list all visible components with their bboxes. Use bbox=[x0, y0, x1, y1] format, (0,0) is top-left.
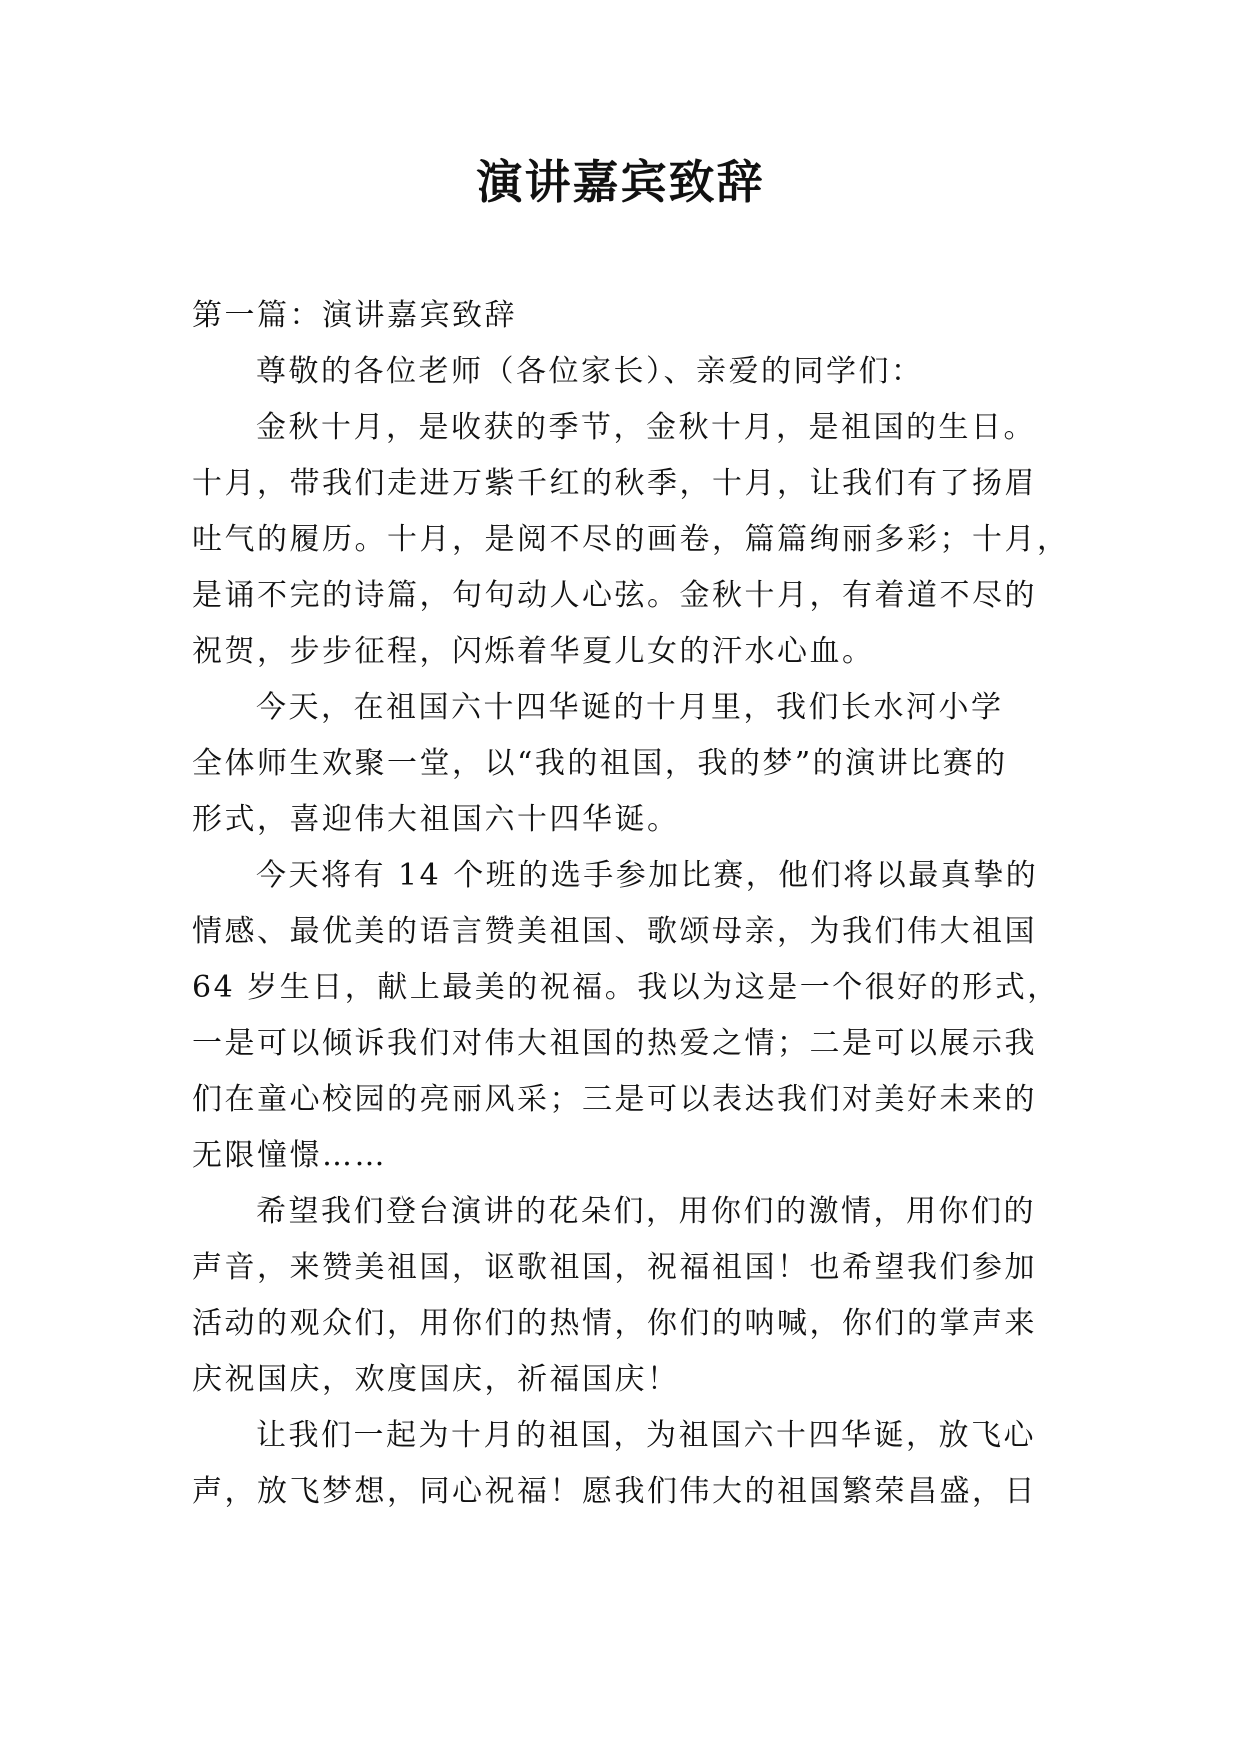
paragraph-line: 无限憧憬…… bbox=[192, 1138, 387, 1173]
section-heading: 第一篇：演讲嘉宾致辞 bbox=[192, 298, 517, 333]
paragraph-line: 全体师生欢聚一堂，以“我的祖国，我的梦”的演讲比赛的 bbox=[192, 746, 1008, 781]
document-body bbox=[192, 288, 1072, 1520]
paragraph-line: 活动的观众们，用你们的热情，你们的呐喊，你们的掌声来 bbox=[192, 1306, 1037, 1341]
paragraph-line: 吐气的履历。十月，是阅不尽的画卷，篇篇绚丽多彩；十月， bbox=[192, 522, 1070, 557]
salutation: 尊敬的各位老师（各位家长）、亲爱的同学们： bbox=[256, 354, 924, 389]
paragraph-line: 情感、最优美的语言赞美祖国、歌颂母亲，为我们伟大祖国 bbox=[192, 914, 1037, 949]
paragraph-line: 庆祝国庆，欢度国庆，祈福国庆！ bbox=[192, 1362, 680, 1397]
paragraph-line: 形式，喜迎伟大祖国六十四华诞。 bbox=[192, 802, 680, 837]
paragraph-line: 今天，在祖国六十四华诞的十月里，我们长水河小学 bbox=[256, 690, 1004, 725]
paragraph-line: 希望我们登台演讲的花朵们，用你们的激情，用你们的 bbox=[256, 1194, 1036, 1229]
paragraph-line: 64 岁生日，献上最美的祝福。我以为这是一个很好的形式， bbox=[192, 970, 1060, 1005]
paragraph-line: 是诵不完的诗篇，句句动人心弦。金秋十月，有着道不尽的 bbox=[192, 578, 1037, 613]
paragraph-line: 金秋十月，是收获的季节，金秋十月，是祖国的生日。 bbox=[256, 410, 1036, 445]
paragraph-line: 让我们一起为十月的祖国，为祖国六十四华诞，放飞心 bbox=[256, 1418, 1036, 1453]
paragraph-line: 一是可以倾诉我们对伟大祖国的热爱之情；二是可以展示我 bbox=[192, 1026, 1037, 1061]
paragraph-line: 十月，带我们走进万紫千红的秋季，十月，让我们有了扬眉 bbox=[192, 466, 1037, 501]
document-title: 演讲嘉宾致辞 bbox=[476, 155, 765, 209]
paragraph-line: 声，放飞梦想，同心祝福！愿我们伟大的祖国繁荣昌盛，日 bbox=[192, 1474, 1037, 1509]
paragraph-line: 祝贺，步步征程，闪烁着华夏儿女的汗水心血。 bbox=[192, 634, 875, 669]
paragraph-line: 们在童心校园的亮丽风采；三是可以表达我们对美好未来的 bbox=[192, 1082, 1037, 1117]
paragraph-line: 今天将有 14 个班的选手参加比赛，他们将以最真挚的 bbox=[256, 858, 1039, 893]
paragraph-line: 声音，来赞美祖国，讴歌祖国，祝福祖国！也希望我们参加 bbox=[192, 1250, 1037, 1285]
